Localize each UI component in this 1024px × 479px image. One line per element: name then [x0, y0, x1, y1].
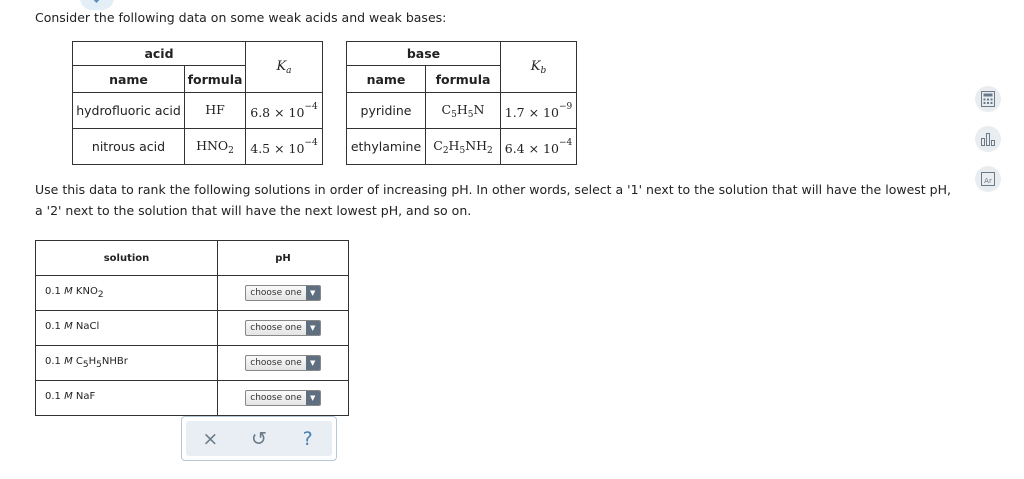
ph-rank-select[interactable]: choose one ▼	[245, 355, 321, 371]
kb-value: $1.7 \times 10^{-9}$	[501, 93, 577, 129]
ka-value: $4.5 \times 10^{-4}$	[246, 129, 323, 165]
dropdown-arrow-icon: ▼	[306, 321, 320, 335]
base-name: ethylamine	[347, 129, 426, 165]
table-row	[36, 381, 349, 416]
ph-rank-select[interactable]: choose one ▼	[245, 285, 321, 301]
solution-label: 0.1 M $C_5H_5NHBr$	[36, 346, 218, 381]
calculator-button[interactable]	[975, 86, 1001, 112]
intro-text: Consider the following data on some weak acids and weak bases:	[35, 10, 447, 25]
clear-button[interactable]: ×	[202, 427, 219, 450]
acid-formula-header: formula	[185, 66, 246, 93]
ph-header: pH	[218, 241, 349, 276]
bar-chart-icon	[980, 132, 996, 146]
kb-value: $6.4 \times 10^{-4}$	[501, 129, 577, 165]
undo-button[interactable]: ↺	[251, 427, 267, 450]
ph-rank-select[interactable]: choose one ▼	[245, 390, 321, 406]
chevron-down-icon	[90, 0, 103, 3]
help-button[interactable]: ?	[302, 427, 313, 450]
solution-label: 0.1 M NaF	[36, 381, 218, 416]
base-group-header: base	[347, 42, 501, 66]
acid-row	[73, 129, 323, 165]
acid-table	[72, 41, 323, 165]
base-name-header: name	[347, 66, 426, 93]
dropdown-arrow-icon: ▼	[306, 391, 320, 405]
solution-header: solution	[36, 241, 218, 276]
acid-name: hydrofluoric acid	[73, 93, 185, 129]
periodic-table-icon	[981, 172, 995, 186]
base-table	[346, 41, 577, 165]
acid-formula: HF	[185, 93, 246, 129]
side-toolbar	[975, 86, 1001, 206]
acid-formula: $HNO_2$	[185, 129, 246, 165]
acid-group-header: acid	[73, 42, 246, 66]
base-formula-header: formula	[426, 66, 501, 93]
table-row	[36, 311, 349, 346]
kb-header: $K_b$	[501, 42, 577, 93]
collapse-tab[interactable]	[80, 0, 114, 10]
ka-value: $6.8 \times 10^{-4}$	[246, 93, 323, 129]
acid-name: nitrous acid	[73, 129, 185, 165]
ka-header: $K_a$	[246, 42, 323, 93]
base-name: pyridine	[347, 93, 426, 129]
periodic-table-button[interactable]	[975, 166, 1001, 192]
acid-row	[73, 93, 323, 129]
base-row	[347, 129, 577, 165]
table-row	[36, 346, 349, 381]
base-formula: $C_5H_5N$	[426, 93, 501, 129]
chart-button[interactable]	[975, 126, 1001, 152]
acid-name-header: name	[73, 66, 185, 93]
instructions-text: Use this data to rank the following solutions in order of increasing pH. In other words, select a '1' next to the solution that will have the lowest pH, a '2' next to the solution that will have the next lowest pH, and so on.	[35, 182, 951, 218]
table-row	[36, 276, 349, 311]
solution-table	[35, 240, 349, 416]
dropdown-arrow-icon: ▼	[306, 286, 320, 300]
base-row	[347, 93, 577, 129]
answer-actions	[181, 416, 337, 461]
calculator-icon	[981, 91, 995, 107]
ph-rank-select[interactable]: choose one ▼	[245, 320, 321, 336]
dropdown-arrow-icon: ▼	[306, 356, 320, 370]
base-formula: $C_2H_5NH_2$	[426, 129, 501, 165]
svg-text:Ar: Ar	[984, 177, 992, 185]
solution-label: 0.1 M $KNO_2$	[36, 276, 218, 311]
solution-label: 0.1 M NaCl	[36, 311, 218, 346]
